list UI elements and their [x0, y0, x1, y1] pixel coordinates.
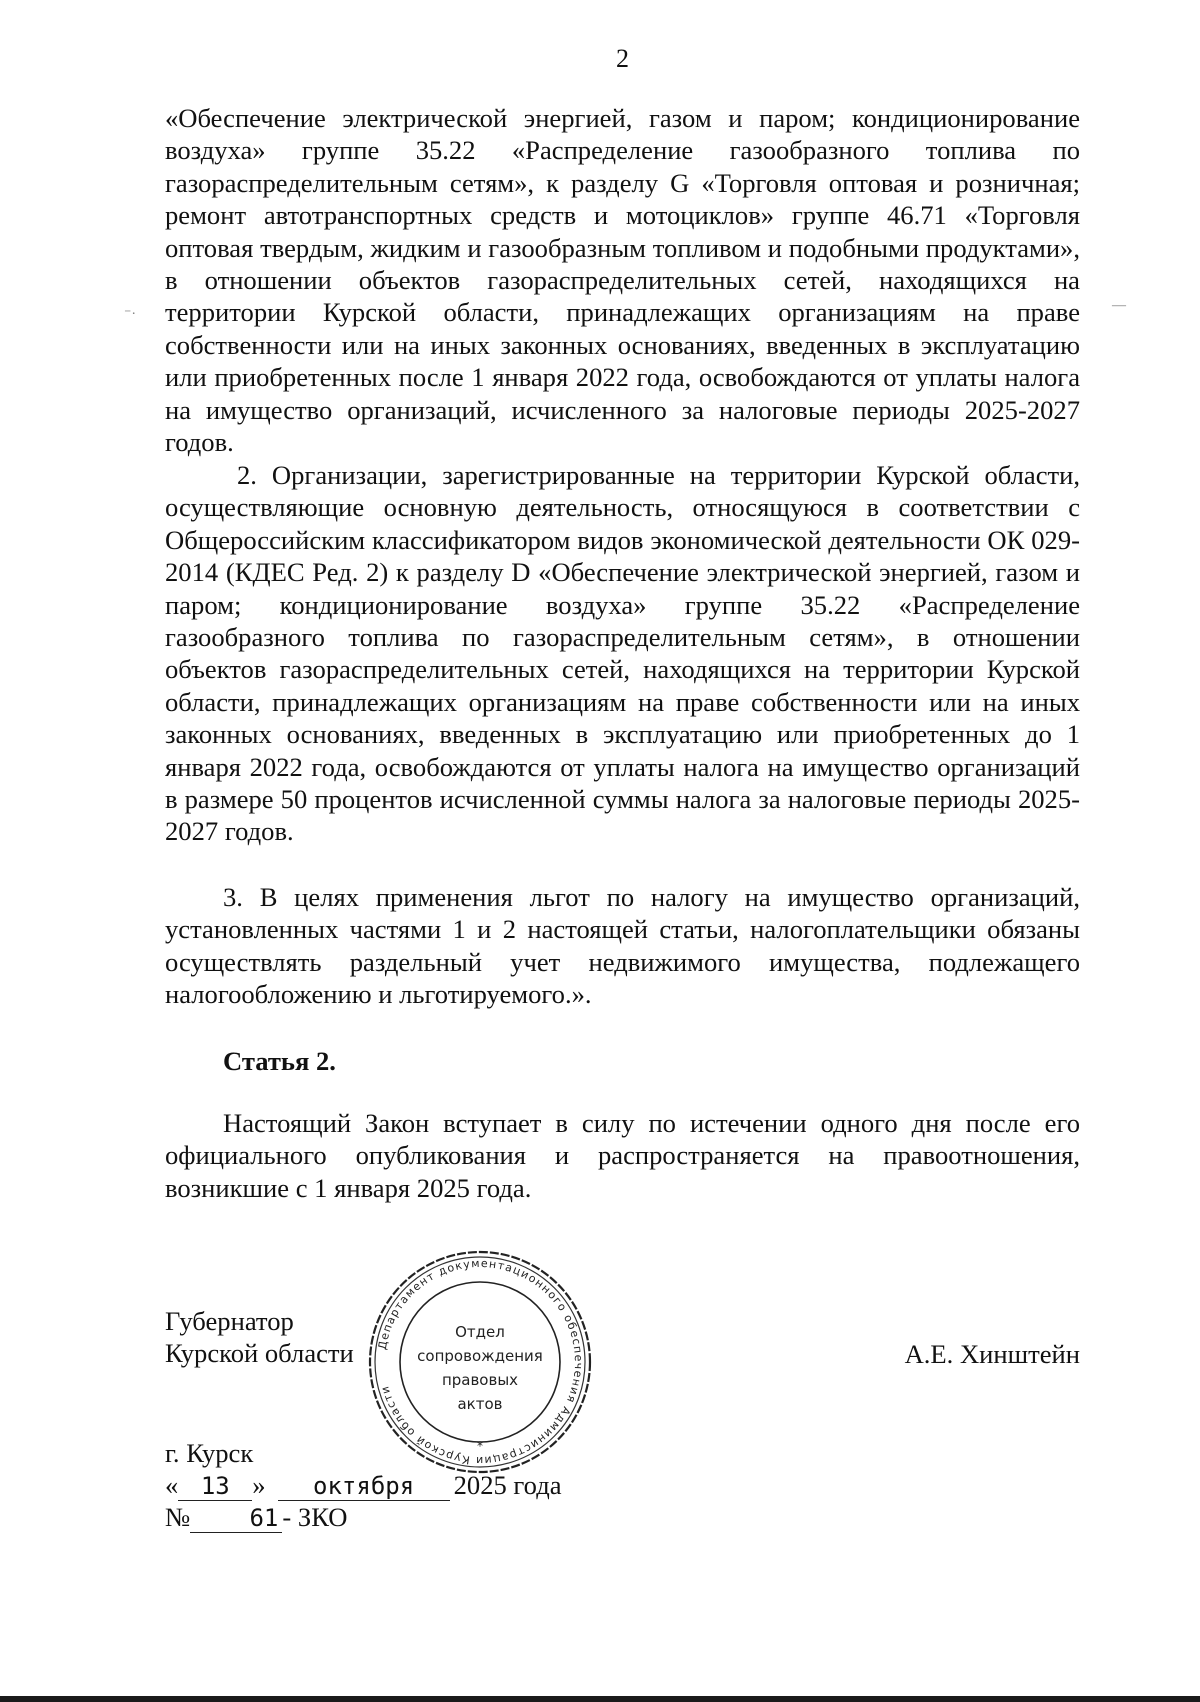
article-2-body — [165, 1107, 1080, 1204]
date-year: 2025 года — [453, 1470, 562, 1500]
number-prefix: № — [165, 1502, 191, 1532]
city: г. Курск — [165, 1438, 254, 1468]
scan-artifact-mark: ⁻· — [124, 307, 137, 322]
governor-title-line: Курской области — [165, 1338, 354, 1368]
law-number — [165, 1501, 347, 1533]
governor-name: А.Е. Хинштейн — [904, 1339, 1080, 1369]
official-stamp — [365, 1247, 595, 1477]
governor-title-line: Губернатор — [165, 1306, 294, 1336]
paragraph-text: 3. В целях применения льгот по налогу на имущество организаций, установленных частями 1 и 2 настоящей статьи, налогоплательщики обязаны осуществлять раздельный учет недвижимого имущества, подлежащего налогообложению и льготируемого.». — [165, 882, 1080, 1010]
stamp-center-line: актов — [457, 1395, 503, 1413]
paragraph-continuation — [165, 102, 1080, 458]
stamp-ring-text: Департамент документационного обеспечения Администрации Курской области — [375, 1256, 586, 1468]
paragraph-text: 2. Организации, зарегистрированные на территории Курской области, осуществляющие основную деятельность, относящуюся в соответствии с Общероссийским классификатором видов экономической деятельности ОК 029-2014 (КДЕС Ред. 2) к разделу D «Обеспечение электрической энергией, газом и паром; кондиционирование воздуха» группе 35.22 «Распределение газообразного топлива по газораспределительным сетям», в отношении объектов газораспределительных сетей, находящихся на территории Курской области, принадлежащих организациям на праве собственности или на иных законных основаниях, введенных в эксплуатацию или приобретенных до 1 января 2022 года, освобождаются от уплаты налога на имущество организаций в размере 50 процентов исчисленной суммы налога за налоговые периоды 2025-2027 годов. — [165, 460, 1080, 847]
stamp-center-line: Отдел — [455, 1323, 505, 1341]
stamp-star-icon: * — [477, 1439, 483, 1453]
page-number: 2 — [616, 44, 629, 73]
scan-bottom-edge — [0, 1696, 1200, 1702]
date-open-quote: « — [165, 1470, 179, 1500]
number-value: 61 — [190, 1504, 282, 1533]
date-day: 13 — [178, 1472, 252, 1501]
paragraph-part-2 — [165, 459, 1080, 848]
paragraph-text: «Обеспечение электрической энергией, газом и паром; кондиционирование воздуха» группе 35.22 «Распределение газообразного топлива по газораспределительным сетям», к разделу G «Торговля оптовая и розничная; ремонт автотранспортных средств и мотоциклов» группе 46.71 «Торговля оптовая твердым, жидким и газообразным топливом и подобными продуктами», в отношении объектов газораспределительных сетей, находящихся на территории Курской области, принадлежащих организациям на праве собственности или на иных законных основаниях, введенных в эксплуатацию или приобретенных после 1 января 2022 года, освобождаются от уплаты налога на имущество организаций, исчисленного за налоговые периоды 2025-2027 годов. — [165, 103, 1080, 458]
date-close-quote: » — [252, 1470, 266, 1500]
date-month: октября — [278, 1472, 450, 1501]
stamp-center-line: правовых — [441, 1371, 519, 1389]
article-heading: Статья 2. — [223, 1046, 336, 1076]
paragraph-text: Настоящий Закон вступает в силу по истечении одного дня после его официального опубликования и распространяется на правоотношения, возникшие с 1 января 2025 года. — [165, 1108, 1080, 1203]
signing-date — [165, 1469, 562, 1501]
stamp-center-line: сопровождения — [417, 1347, 543, 1365]
governor-title — [165, 1305, 354, 1369]
scan-artifact-mark: — — [1112, 298, 1126, 313]
number-suffix: - ЗКО — [282, 1502, 348, 1532]
paragraph-part-3 — [165, 881, 1080, 1011]
